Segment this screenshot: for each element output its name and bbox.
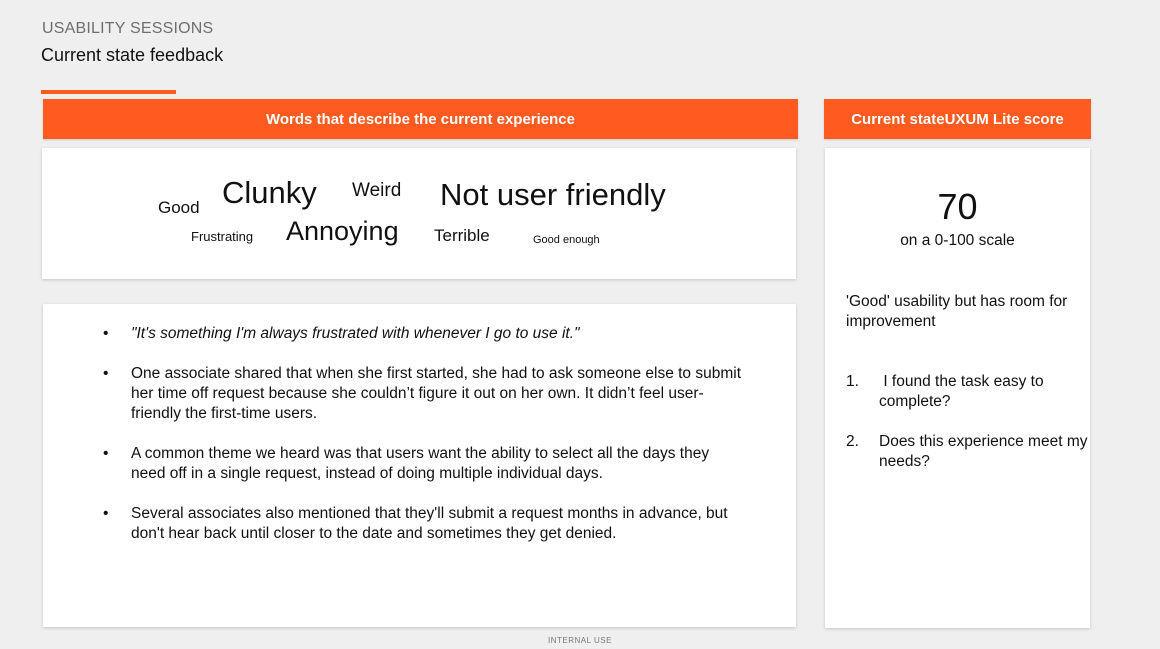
bullet: • bbox=[103, 325, 109, 342]
score-scale: on a 0-100 scale bbox=[900, 232, 1015, 249]
feedback-text: One associate shared that when she first started, she had to ask someone else to submit her time off request because she couldn’t figure it out on her own. It didn’t feel user-friendly the first-time users. bbox=[131, 365, 742, 422]
word-frustrating: Frustrating bbox=[191, 229, 254, 244]
bullet: • bbox=[103, 365, 109, 382]
list-item bbox=[103, 504, 743, 544]
word-annoying: Annoying bbox=[286, 216, 399, 246]
title-accent-line bbox=[41, 90, 176, 94]
question-text: I found the task easy to complete? bbox=[879, 373, 1048, 410]
footer-label: INTERNAL USE bbox=[548, 636, 612, 645]
feedback-quote: "It's something I'm always frustrated with whenever I go to use it." bbox=[131, 325, 580, 342]
feedback-list bbox=[103, 324, 743, 564]
word-weird: Weird bbox=[352, 180, 402, 201]
word-good-enough: Good enough bbox=[533, 234, 600, 246]
words-panel-title: Words that describe the current experience bbox=[266, 110, 575, 128]
bullet: • bbox=[103, 505, 109, 522]
score-panel-title: Current stateUXUM Lite score bbox=[851, 110, 1064, 128]
word-cloud-card bbox=[42, 148, 796, 279]
word-clunky: Clunky bbox=[222, 175, 317, 210]
word-terrible: Terrible bbox=[434, 226, 490, 245]
feedback-text: Several associates also mentioned that they'll submit a request months in advance, but don't hear back until closer to the date and sometimes they get denied. bbox=[131, 505, 728, 542]
list-item bbox=[103, 444, 743, 484]
score-panel-header bbox=[824, 99, 1091, 139]
question-number: 1. bbox=[846, 373, 859, 390]
words-panel-header bbox=[43, 99, 798, 139]
score-value: 70 bbox=[937, 186, 978, 227]
bullet: • bbox=[103, 445, 109, 462]
question-number: 2. bbox=[846, 433, 859, 450]
question-text: Does this experience meet my needs? bbox=[879, 433, 1088, 470]
word-good: Good bbox=[158, 198, 200, 217]
score-summary: 'Good' usability but has room for improvement bbox=[846, 293, 1068, 330]
score-card bbox=[825, 148, 1090, 628]
feedback-card bbox=[43, 304, 796, 627]
feedback-text: A common theme we heard was that users want the ability to select all the days they need off in a single request, instead of doing multiple individual days. bbox=[131, 445, 710, 482]
word-not-user-friendly: Not user friendly bbox=[440, 177, 666, 212]
list-item bbox=[103, 324, 743, 344]
section-eyebrow: USABILITY SESSIONS bbox=[42, 20, 214, 37]
list-item bbox=[103, 364, 743, 424]
page-title: Current state feedback bbox=[41, 45, 224, 65]
